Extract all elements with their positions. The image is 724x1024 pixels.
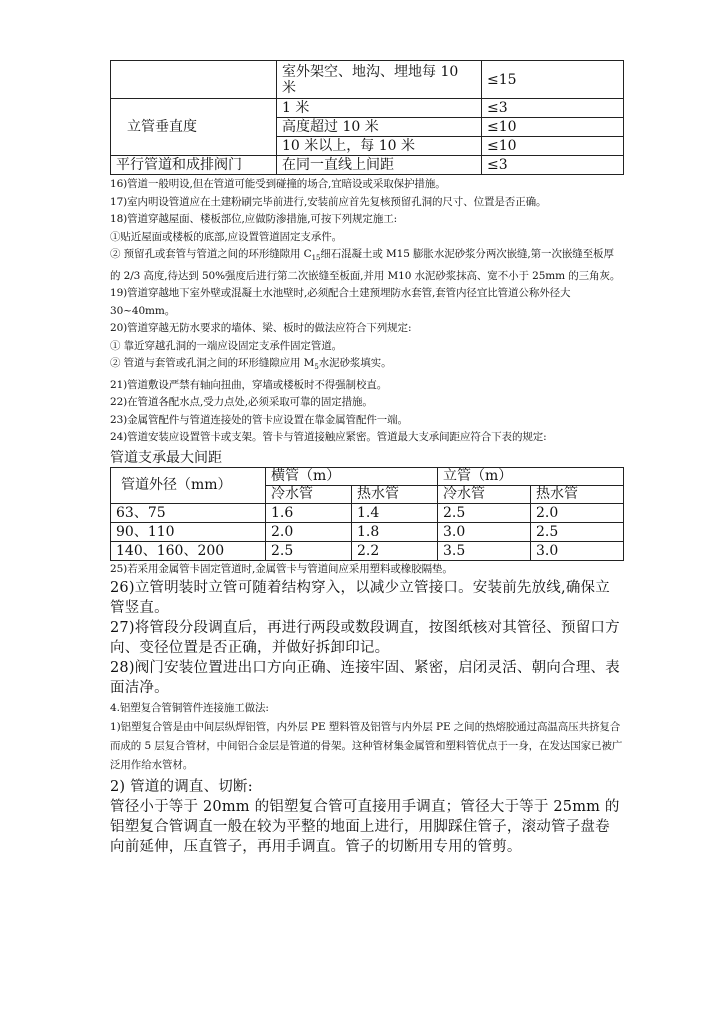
document-page [110,60,624,857]
table-header-cell: 立管（m） [438,467,624,485]
subsection-title: 2) 管道的调直、切断: [110,778,253,795]
table-row [111,541,624,560]
note-17: 17)室内明设管道应在土建粉刷完毕前进行,安装前应首先复核预留孔洞的尺寸、位置是否正确。 [110,195,547,208]
table-cell [111,61,277,99]
table-cell: 立管垂直度 [111,99,277,156]
note-19: 19)管道穿越地下室外壁或混凝土水池壁时,必须配合土建预埋防水套管,套管内径宜比管道公称外径大 30~40mm。 [110,287,571,317]
note-16: 16)管道一般明设,但在管道可能受到碰撞的场合,宜暗设或采取保护措施。 [110,178,446,190]
section-paragraph: 1)铝塑复合管是由中间层纵焊铝管，内外层 PE 塑料管及铝管与内外层 PE 之间的热熔胶通过高温高压共挤复合而成的 5 层复合管材，中间铝合金层是管道的骨架。这种管材集金属管和塑料管优点于一身，在发达国家已被广泛用作给水管材。 [110,720,623,771]
note-18: 18)管道穿越屋面、楼板部位,应做防渗措施,可按下列规定施工: [110,213,398,225]
table-row [111,99,624,118]
large-notes [110,578,624,698]
table-cell: 2.0 [266,522,352,541]
table-row [111,503,624,522]
table-cell: 3.5 [438,541,531,560]
table-row [111,156,624,175]
table-header-cell: 横管（m） [266,467,438,485]
table-cell: 63、75 [111,503,266,522]
note-text: ② 预留孔或套管与管道之间的环形缝隙用 C [110,248,312,260]
note-26: 26)立管明装时立管可随着结构穿入，以减少立管接口。安装前先放线,确保立管竖直。 [110,580,610,617]
table-header-cell: 热水管 [531,485,624,503]
notes-block [110,176,624,447]
note-27: 27)将管段分段调直后，再进行两段或数段调直，按图纸核对其管径、预留口方向、变径位置是否正确，并做好拆卸印记。 [110,620,620,657]
table-cell: ≤15 [482,61,624,99]
table-row [111,522,624,541]
table-cell: ≤10 [482,118,624,137]
table-cell: 3.0 [531,541,624,560]
table-header-cell: 管道外径（mm） [111,467,266,503]
support-spacing-table [110,467,624,561]
table-cell: 2.5 [266,541,352,560]
table-cell: 1.8 [352,522,438,541]
note-25: 25)若采用金属管卡固定管道时,金属管卡与管道间应采用塑料或橡胶隔垫。 [110,562,453,575]
note-28: 28)阀门安装位置进出口方向正确、连接牢固、紧密，启闭灵活、朝向合理、表面洁净。 [110,660,620,697]
table-cell: 室外架空、地沟、埋地每 10 米 [277,61,482,99]
note-23: 23)金属管配件与管道连接处的管卡应设置在靠金属管配件一端。 [110,413,408,426]
table-header-cell: 热水管 [352,485,438,503]
tolerance-table [110,60,624,175]
table-cell: 2.0 [531,503,624,522]
table-cell: ≤3 [482,156,624,175]
table-cell: ≤3 [482,99,624,118]
table-cell: 140、160、200 [111,541,266,560]
note-21: 21)管道敷设严禁有轴向扭曲，穿墙或楼板时不得强制校直。 [110,378,388,391]
table-header-row [111,467,624,485]
table-cell: 1.6 [266,503,352,522]
table-cell: ≤10 [482,137,624,156]
note-20: 20)管道穿越无防水要求的墙体、梁、板时的做法应符合下列规定: [110,322,412,335]
table-cell: 平行管道和成排阀门 [111,156,277,175]
table-header-cell: 冷水管 [266,485,352,503]
table-cell: 1.4 [352,503,438,522]
note-subscript: 5 [314,363,319,372]
note-24: 24)管道安装应设置管卡或支架。管卡与管道接触应紧密。管道最大支承间距应符合下表的规定: [110,431,547,444]
note-text: 水泥砂浆填实。 [318,357,392,370]
table-cell: 3.0 [438,522,531,541]
table-cell: 在同一直线上间距 [277,156,482,175]
subsection-paragraph: 管径小于等于 20mm 的铝塑复合管可直接用手调直；管径大于等于 25mm 的铝塑复合管调直一般在较为平整的地面上进行，用脚踩住管子，滚动管子盘卷向前延伸，压直管子，再用手调直。管子的切断用专用的管剪。 [110,798,620,855]
note-18-1: ①贴近屋面或楼板的底部,应设置管道固定支承件。 [110,230,343,243]
note-text: ② 管道与套管或孔洞之间的环形缝隙应用 M [110,357,315,370]
note-subscript: 15 [311,254,321,263]
note-18-2 [110,246,624,285]
table-cell: 2.2 [352,541,438,560]
table-cell: 2.5 [438,503,531,522]
table-cell: 10 米以上，每 10 米 [277,137,482,156]
note-text: 细石混凝土或 M15 膨胀水泥砂浆分两次嵌缝,第一次嵌缝至板厚的 2/3 高度,待达到 50%强度后进行第二次嵌缝至板面,并用 M10 水泥砂浆抹高、宽不小于 25mm 的三角灰。 [110,248,621,282]
table-cell: 2.5 [531,522,624,541]
table-row [111,61,624,99]
table-cell: 1 米 [277,99,482,118]
table-cell: 高度超过 10 米 [277,118,482,137]
table-header-cell: 冷水管 [438,485,531,503]
note-20-2 [110,355,624,377]
table-caption: 管道支承最大间距 [110,449,222,466]
note-22: 22)在管道各配水点,受力点处,必须采取可靠的固定措施。 [110,396,373,409]
note-20-1: ① 靠近穿越孔洞的一端应设固定支承件固定管道。 [110,339,343,352]
section-title: 4.铝塑复合管铜管件连接施工做法: [110,702,269,715]
table-cell: 90、110 [111,522,266,541]
